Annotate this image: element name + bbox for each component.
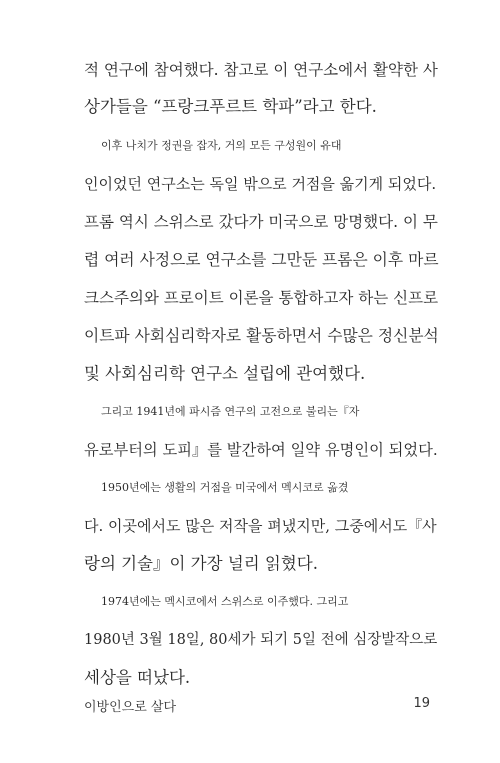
footer-book-title: 이방인으로 살다: [84, 700, 177, 715]
body-line: 1974년에는 멕시코에서 스위스로 이주했다. 그리고: [101, 595, 349, 608]
body-line: 세상을 떠났다.: [84, 668, 191, 687]
body-line: 렵 여러 사정으로 연구소를 그만둔 프롬은 이후 마르: [84, 250, 439, 269]
body-line: 적 연구에 참여했다. 참고로 이 연구소에서 활약한 사: [84, 61, 438, 79]
body-line: 그리고 1941년에 파시즘 연구의 고전으로 불리는『자: [101, 405, 360, 418]
body-line: 인이었던 연구소는 독일 밖으로 거점을 옮기게 되었다.: [84, 175, 437, 193]
body-line: 1980년 3월 18일, 80세가 되기 5일 전에 심장발작으로: [84, 632, 438, 648]
body-line: 1950년에는 생활의 거점을 미국에서 멕시코로 옮겼: [101, 481, 349, 494]
body-line: 이트파 사회심리학자로 활동하면서 수많은 정신분석: [84, 326, 439, 345]
body-line: 다. 이곳에서도 많은 저작을 펴냈지만, 그중에서도『사: [84, 517, 437, 535]
body-line: 이후 나치가 정권을 잡자, 거의 모든 구성원이 유대: [101, 139, 342, 152]
body-line: 랑의 기술』이 가장 널리 읽혔다.: [84, 554, 318, 573]
body-line: 상가들을 “프랑크푸르트 학파”라고 한다.: [84, 97, 377, 116]
body-line: 및 사회심리학 연구소 설립에 관여했다.: [84, 364, 366, 383]
body-line: 크스주의와 프로이트 이론을 통합하고자 하는 신프로: [84, 289, 439, 307]
body-line: 유로부터의 도피』를 발간하여 일약 유명인이 되었다.: [84, 441, 438, 459]
body-line: 프롬 역시 스위스로 갔다가 미국으로 망명했다. 이 무: [84, 213, 438, 231]
footer-page-number: 19: [413, 696, 430, 711]
